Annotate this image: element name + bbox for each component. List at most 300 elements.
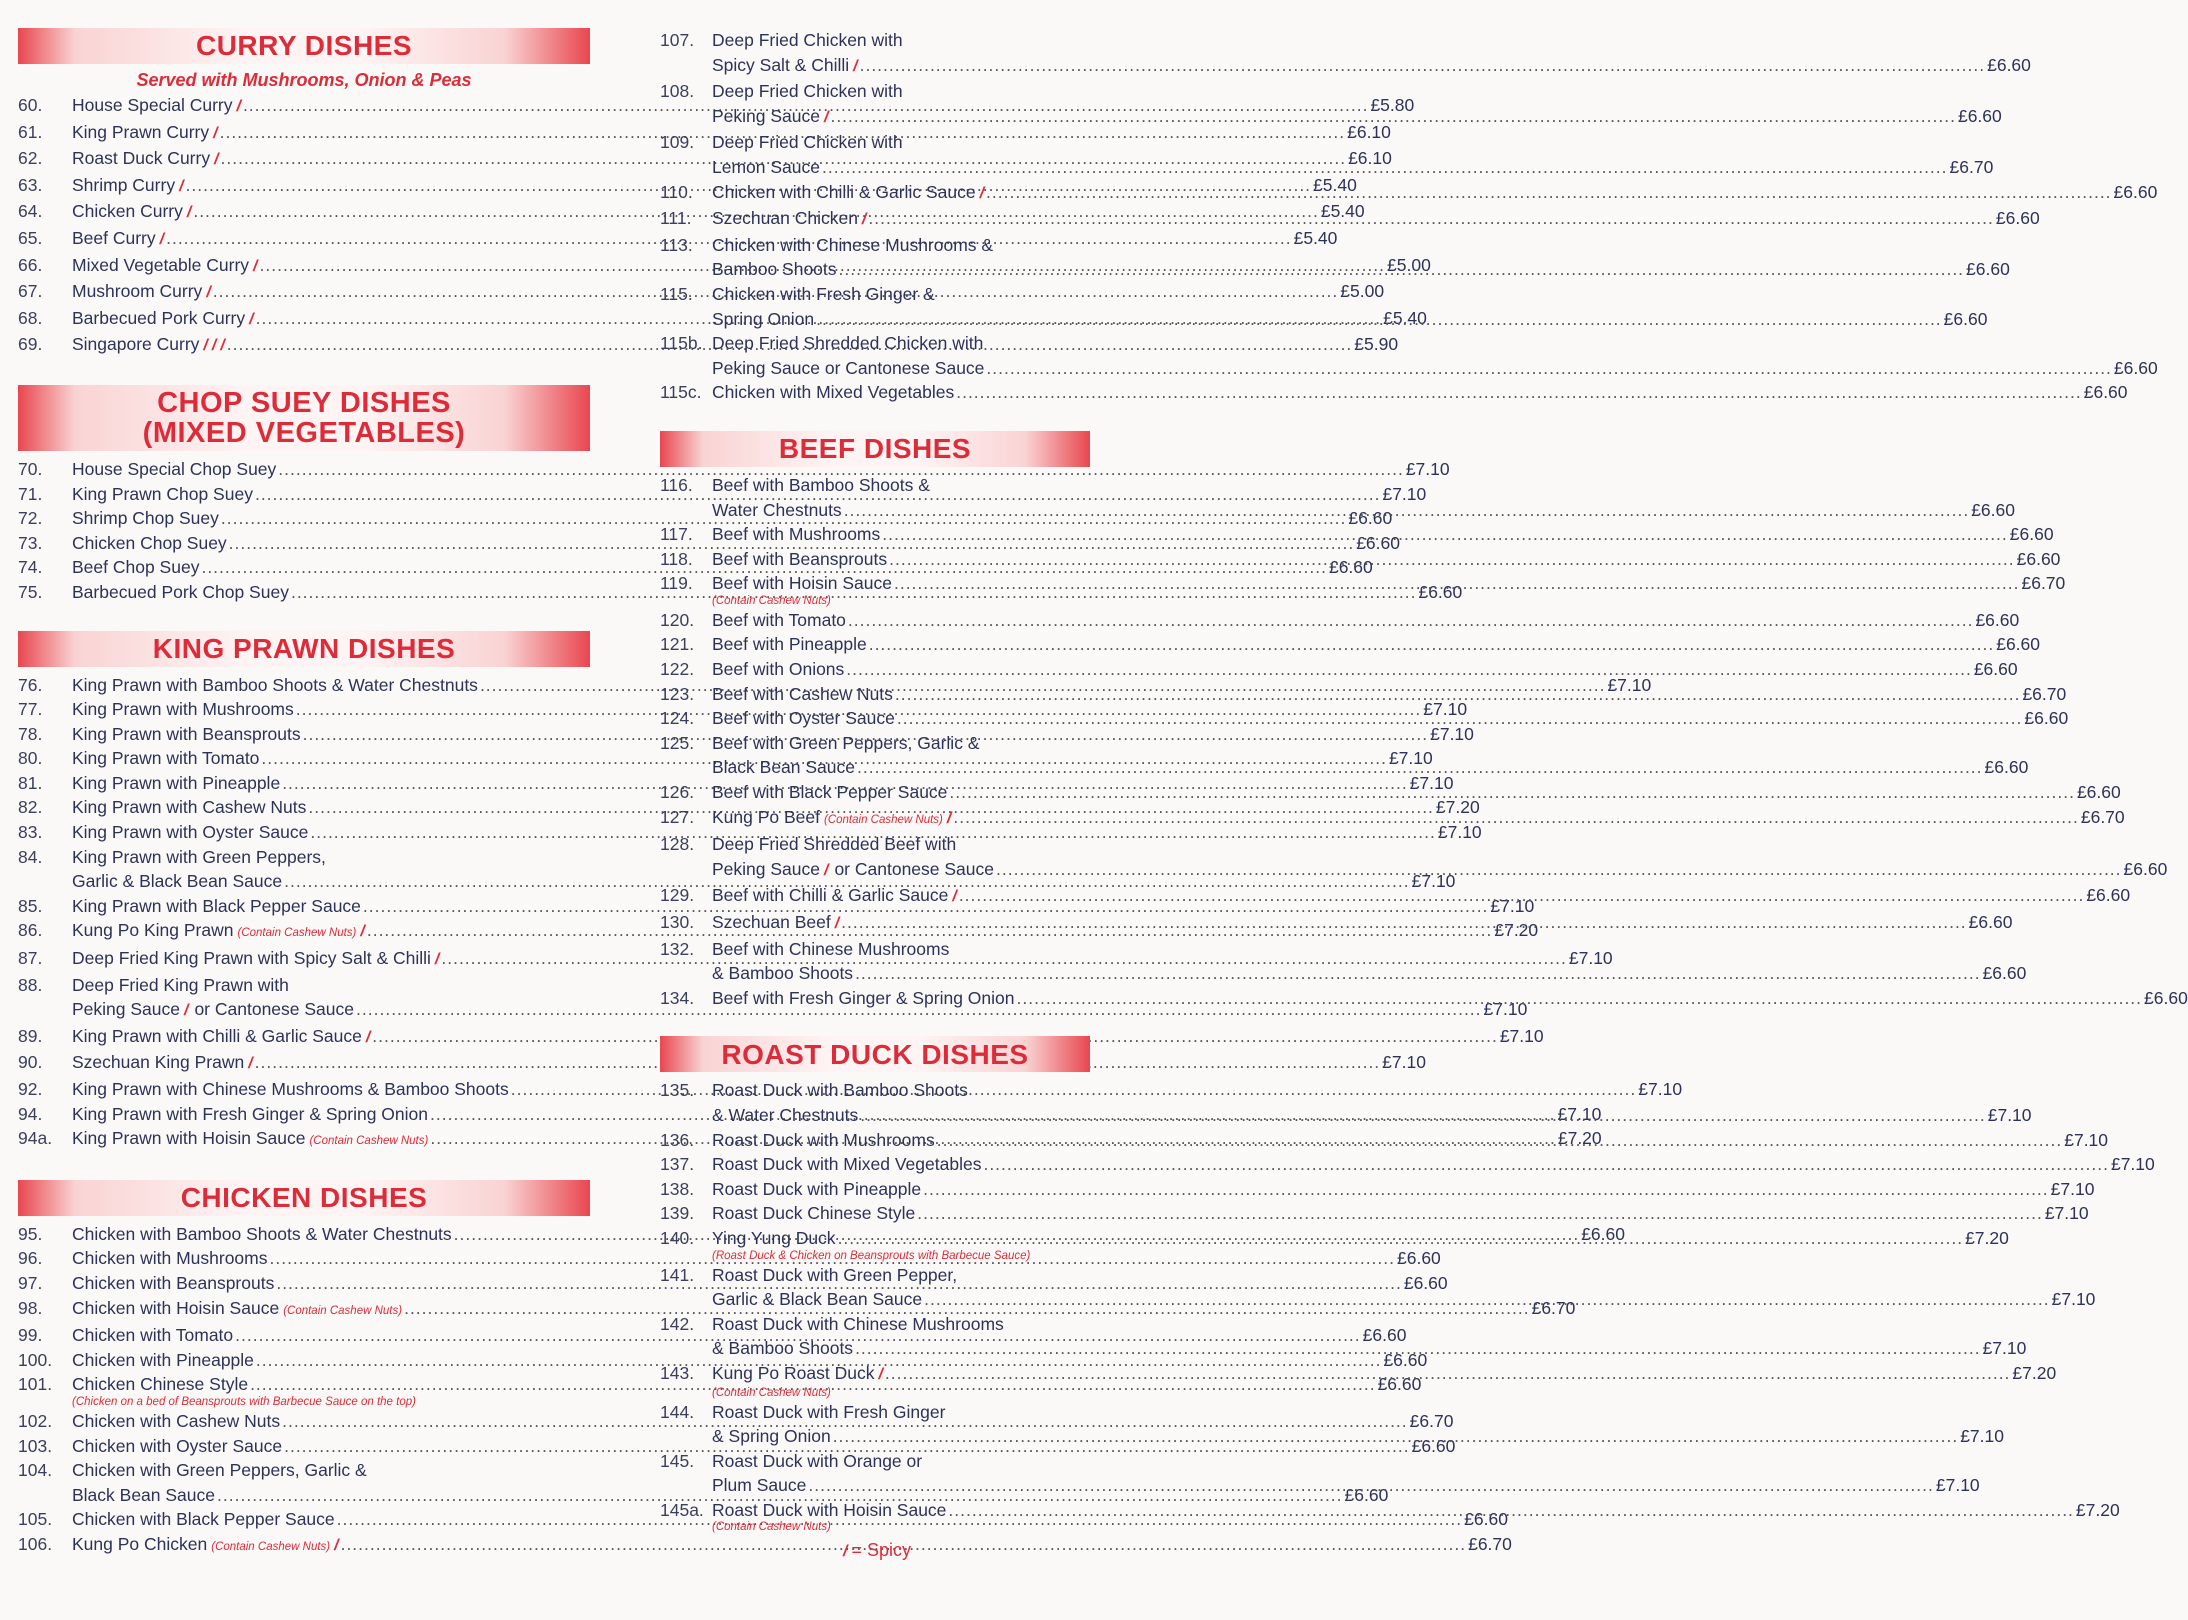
item-name: Singapore Curry xyxy=(72,334,200,355)
item-name: King Prawn Chop Suey xyxy=(72,483,253,504)
item-number: 125. xyxy=(660,732,695,753)
item-number: 94a. xyxy=(18,1128,53,1149)
menu-item xyxy=(660,547,2061,572)
item-name: Chicken with Bamboo Shoots & Water Chestnuts xyxy=(72,1223,452,1244)
item-number: 103. xyxy=(18,1435,53,1456)
item-name: Beef Chop Suey xyxy=(72,557,200,578)
item-name: Chicken with Fresh Ginger & xyxy=(712,283,935,304)
item-number: 111. xyxy=(660,208,692,229)
item-price: £7.20 xyxy=(2012,1362,2057,1383)
item-name: Chicken with Beansprouts xyxy=(72,1272,275,1293)
item-name: Chicken with Cashew Nuts xyxy=(72,1410,281,1431)
item-price: £5.80 xyxy=(1370,95,1415,115)
item-note: (Contain Cashew Nuts) xyxy=(283,1304,403,1317)
item-price: £6.60 xyxy=(1418,581,1463,602)
item-price: £7.10 xyxy=(1382,1052,1426,1073)
item-price: £6.70 xyxy=(1531,1297,1576,1318)
section-title: KING PRAWN DISHES xyxy=(18,631,590,667)
item-price: £7.10 xyxy=(1490,895,1535,916)
item-price: £7.10 xyxy=(2050,1178,2095,1199)
item-price: £6.60 xyxy=(1383,1349,1428,1370)
item-number: 85. xyxy=(18,895,43,916)
item-name: Deep Fried Shredded Chicken with xyxy=(712,333,984,354)
item-price: £6.60 xyxy=(1348,508,1393,529)
item-name: Roast Duck with Fresh Ginger xyxy=(712,1401,946,1422)
dot-leader xyxy=(860,53,1986,78)
menu-item xyxy=(660,632,2041,657)
item-name: King Prawn with Bamboo Shoots & Water Chestnuts xyxy=(72,674,478,695)
chili-icon: / xyxy=(952,888,957,906)
item-number: 95. xyxy=(18,1223,43,1244)
item-name: Roast Duck with Mushrooms xyxy=(712,1129,935,1150)
item-name: King Prawn with Oyster Sauce xyxy=(72,822,309,843)
item-note: (Contain Cashew Nuts) xyxy=(824,813,943,826)
item-price: £5.90 xyxy=(1354,334,1399,355)
item-name: & Bamboo Shoots xyxy=(712,1338,854,1359)
item-name: King Prawn with Hoisin Sauce xyxy=(72,1128,306,1149)
item-price: £7.10 xyxy=(2064,1129,2109,1150)
item-note: (Contain Cashew Nuts) xyxy=(237,927,357,940)
item-price: £6.60 xyxy=(2016,548,2061,569)
item-name: Peking Sauce or Cantonese Sauce xyxy=(712,357,985,378)
item-name: Deep Fried Chicken with xyxy=(712,30,903,50)
item-note: (Roast Duck & Chicken on Beansprouts with Barbecue Sauce) xyxy=(712,1249,1031,1262)
item-note: (Contain Cashew Nuts) xyxy=(211,1540,331,1553)
item-price: £7.10 xyxy=(1437,822,1482,843)
item-name: Szechuan Beef xyxy=(712,912,831,932)
dot-leader xyxy=(895,682,2021,707)
item-name: King Prawn with Chilli & Garlic Sauce xyxy=(72,1025,362,1046)
dot-leader xyxy=(996,857,2122,882)
item-name-continued: or Cantonese Sauce xyxy=(194,999,355,1020)
item-number: 113. xyxy=(660,234,693,255)
item-number: 119. xyxy=(660,573,693,594)
item-price: £6.60 xyxy=(1996,634,2041,655)
item-name: Plum Sauce xyxy=(712,1475,807,1496)
item-note: (Chicken on a bed of Beansprouts with Barbecue Sauce on the top) xyxy=(72,1395,416,1408)
item-name: King Prawn with Chinese Mushrooms & Bamboo Shoots xyxy=(72,1079,509,1099)
item-number: 116. xyxy=(660,474,693,495)
dot-leader xyxy=(869,632,1995,657)
item-name: Peking Sauce xyxy=(712,105,820,126)
section-title: BEEF DISHES xyxy=(660,431,1090,467)
item-price: £7.10 xyxy=(2110,1154,2155,1175)
item-name: House Special Curry xyxy=(72,95,233,115)
item-number: 123. xyxy=(660,683,695,704)
item-price: £7.10 xyxy=(1411,871,1456,892)
item-number: 94. xyxy=(18,1103,43,1124)
item-name: Beef Curry xyxy=(72,227,156,248)
item-name: Roast Duck with Bamboo Shoots xyxy=(712,1080,968,1101)
dot-leader xyxy=(860,1103,1986,1128)
chili-icon: / xyxy=(824,861,829,879)
item-number: 72. xyxy=(18,508,43,529)
dot-leader xyxy=(846,657,1972,682)
item-price: £5.00 xyxy=(1340,281,1385,302)
chili-icon: / xyxy=(206,284,211,302)
item-price: £7.10 xyxy=(1405,458,1450,479)
item-name: Garlic & Black Bean Sauce xyxy=(712,1289,923,1310)
dot-leader xyxy=(986,180,2112,205)
dot-leader xyxy=(833,1424,1959,1449)
legend-text: = Spicy xyxy=(851,1540,911,1561)
item-number: 109. xyxy=(660,132,695,153)
item-name: Shrimp Chop Suey xyxy=(72,508,219,529)
item-name: Black Bean Sauce xyxy=(712,757,856,778)
item-number: 132. xyxy=(660,938,695,959)
item-number: 101. xyxy=(18,1374,53,1395)
item-name: Szechuan King Prawn xyxy=(72,1052,245,1073)
item-number: 88. xyxy=(18,974,43,995)
item-price: £6.70 xyxy=(2021,573,2066,594)
item-number: 142. xyxy=(660,1313,695,1334)
chili-icon: / xyxy=(203,337,208,355)
dot-leader xyxy=(937,1128,2063,1153)
item-number: 110. xyxy=(660,181,693,202)
item-number: 126. xyxy=(660,782,695,803)
item-price: £6.60 xyxy=(1328,557,1373,578)
chili-icon: / xyxy=(186,204,192,222)
dot-leader xyxy=(855,1336,1981,1361)
chili-icon: / xyxy=(211,337,217,355)
item-price: £7.20 xyxy=(1965,1227,2009,1248)
item-number: 141. xyxy=(660,1264,695,1285)
item-number: 60. xyxy=(18,95,43,115)
dot-leader xyxy=(923,1177,2049,1202)
item-price: £6.60 xyxy=(1982,963,2027,984)
item-name: Water Chestnuts xyxy=(712,499,842,520)
item-name: Chicken with Chilli & Garlic Sauce xyxy=(712,181,976,202)
item-price: £6.60 xyxy=(1362,1325,1407,1346)
item-price: £7.10 xyxy=(1960,1426,2004,1447)
item-number: 87. xyxy=(18,948,43,969)
item-price: £7.10 xyxy=(2051,1289,2096,1310)
item-price: £7.10 xyxy=(1430,723,1474,744)
item-name: King Prawn with Fresh Ginger & Spring Onion xyxy=(72,1103,428,1124)
dot-leader xyxy=(838,1226,1964,1251)
item-name: Chicken with Tomato xyxy=(72,1325,234,1346)
dot-leader xyxy=(889,547,2015,572)
item-number: 130. xyxy=(660,912,695,932)
item-number: 145. xyxy=(660,1450,695,1471)
item-price: £6.60 xyxy=(2083,382,2128,403)
item-name: Beef with Bamboo Shoots & xyxy=(712,474,930,495)
item-name: Roast Duck with Mixed Vegetables xyxy=(712,1154,982,1175)
item-name: Beef with Onions xyxy=(712,659,845,680)
item-number: 122. xyxy=(660,659,695,680)
item-number: 70. xyxy=(18,458,43,479)
item-price: £6.70 xyxy=(1949,156,1994,177)
item-number: 90. xyxy=(18,1052,43,1073)
item-number: 77. xyxy=(18,699,43,720)
item-price: £5.00 xyxy=(1387,254,1431,275)
item-number: 108. xyxy=(660,81,695,102)
item-number: 69. xyxy=(18,334,43,355)
chili-icon: / xyxy=(253,257,258,275)
item-number: 121. xyxy=(660,634,695,655)
chili-icon: / xyxy=(979,184,985,202)
item-name: Bamboo Shoots xyxy=(712,259,837,280)
item-name: Deep Fried King Prawn with Spicy Salt & Chilli xyxy=(72,948,431,969)
item-number: 144. xyxy=(660,1401,695,1422)
dot-leader xyxy=(857,755,1983,780)
item-name: Ying Yung Duck xyxy=(712,1227,836,1248)
item-name: Spicy Salt & Chilli xyxy=(712,54,850,75)
item-price: £6.70 xyxy=(1468,1533,1512,1554)
chili-icon: / xyxy=(248,1055,253,1073)
item-price: £6.60 xyxy=(1968,912,2013,932)
item-name: Barbecued Pork Curry xyxy=(72,307,246,328)
item-price: £7.10 xyxy=(1982,1338,2027,1359)
item-name: Beef with Pineapple xyxy=(712,634,867,655)
item-number: 129. xyxy=(660,885,695,906)
item-number: 61. xyxy=(18,121,43,142)
chili-icon: / xyxy=(824,108,829,126)
item-name: Kung Po Roast Duck xyxy=(712,1362,875,1383)
item-number: 115c. xyxy=(660,382,702,403)
item-price: £6.60 xyxy=(1957,105,2002,126)
dot-leader xyxy=(844,498,1970,523)
chili-icon: / xyxy=(159,230,165,248)
item-price: £7.10 xyxy=(1499,1025,1544,1046)
item-number: 96. xyxy=(18,1248,43,1269)
dot-leader xyxy=(822,155,1948,180)
item-number: 136. xyxy=(660,1129,695,1150)
item-name: Beef with Fresh Ginger & Spring Onion xyxy=(712,987,1015,1008)
item-price: £7.10 xyxy=(1388,748,1433,769)
item-price: £7.10 xyxy=(1638,1079,1683,1099)
item-name: Chicken with Hoisin Sauce xyxy=(72,1297,280,1318)
dot-leader xyxy=(949,780,2075,805)
item-price: £6.70 xyxy=(2080,806,2125,827)
item-name: Deep Fried Chicken with xyxy=(712,132,903,153)
dot-leader xyxy=(1017,986,2143,1011)
item-price: £6.60 xyxy=(2076,782,2121,803)
item-number: 68. xyxy=(18,307,43,328)
item-number: 117. xyxy=(660,524,693,545)
item-name: Chicken with Oyster Sauce xyxy=(72,1435,283,1456)
item-note: (Contain Cashew Nuts) xyxy=(712,594,831,607)
item-price: £5.40 xyxy=(1313,174,1357,195)
chili-icon: / xyxy=(861,211,867,229)
item-number: 78. xyxy=(18,723,43,744)
chili-icon: / xyxy=(249,310,254,328)
item-price: £6.60 xyxy=(1464,1509,1508,1530)
menu-item xyxy=(660,380,2128,405)
item-number: 134. xyxy=(660,987,695,1008)
item-name: King Prawn with Pineapple xyxy=(72,772,281,793)
item-price: £6.60 xyxy=(1973,659,2018,680)
item-name: King Prawn with Black Pepper Sauce xyxy=(72,895,361,916)
menu-item xyxy=(660,657,2018,682)
chili-icon: / xyxy=(213,124,218,142)
menu-item xyxy=(660,28,2031,79)
item-number: 71. xyxy=(18,483,43,504)
menu-item xyxy=(660,1201,2089,1226)
item-number: 107. xyxy=(660,30,695,50)
item-price: £6.60 xyxy=(2123,858,2168,879)
menu-item xyxy=(660,522,2054,547)
item-price: £6.60 xyxy=(2113,181,2158,202)
item-name: Roast Duck with Hoisin Sauce xyxy=(712,1499,947,1520)
item-price: £6.10 xyxy=(1348,148,1392,169)
item-price: £6.60 xyxy=(1995,208,2040,229)
item-name: Beef with Mushrooms xyxy=(712,524,881,545)
item-name: Deep Fried Shredded Beef with xyxy=(712,834,957,855)
dot-leader xyxy=(830,104,1956,129)
menu-item xyxy=(660,608,2020,633)
item-name: King Prawn with Cashew Nuts xyxy=(72,797,307,818)
chili-icon: / xyxy=(236,98,241,115)
chili-icon: / xyxy=(214,151,219,169)
item-price: £6.60 xyxy=(1975,609,2020,630)
dot-leader xyxy=(882,522,2008,547)
item-price: £7.10 xyxy=(1607,674,1652,695)
item-name: House Special Chop Suey xyxy=(72,458,277,479)
item-price: £6.60 xyxy=(1411,1435,1456,1456)
item-price: £6.60 xyxy=(1344,1484,1389,1505)
item-price: £6.60 xyxy=(1987,54,2031,75)
dot-leader xyxy=(956,380,2082,405)
item-name: Beef with Green Peppers, Garlic & xyxy=(712,732,980,753)
item-name: Kung Po Chicken xyxy=(72,1533,208,1554)
item-number: 92. xyxy=(18,1079,43,1099)
item-price: £6.60 xyxy=(1971,499,2015,520)
item-number: 73. xyxy=(18,532,43,553)
item-number: 139. xyxy=(660,1203,695,1224)
item-name: Deep Fried King Prawn with xyxy=(72,974,289,995)
item-number: 82. xyxy=(18,797,43,818)
item-name: Chicken with Mushrooms xyxy=(72,1248,268,1269)
item-name: Deep Fried Chicken with xyxy=(712,81,903,102)
item-price: £6.60 xyxy=(1943,308,1988,329)
item-number: 74. xyxy=(18,557,43,578)
item-name: Szechuan Chicken xyxy=(712,208,858,229)
item-price: £6.60 xyxy=(1966,259,2010,280)
item-number: 66. xyxy=(18,254,43,275)
item-name: Beef with Cashew Nuts xyxy=(712,683,893,704)
item-name: & Spring Onion xyxy=(712,1426,831,1447)
item-name: Chicken Curry xyxy=(72,201,183,222)
item-name: Mixed Vegetable Curry xyxy=(72,254,250,275)
item-number: 81. xyxy=(18,772,43,793)
item-name: Chicken with Green Peppers, Garlic & xyxy=(72,1460,367,1481)
item-number: 67. xyxy=(18,281,43,302)
item-name: Chicken with Pineapple xyxy=(72,1349,254,1370)
dot-leader xyxy=(953,805,2079,830)
menu-item xyxy=(18,457,1450,482)
item-number: 120. xyxy=(660,609,695,630)
item-number: 127. xyxy=(660,806,695,827)
item-number: 99. xyxy=(18,1325,43,1346)
item-price: £7.10 xyxy=(1987,1104,2032,1125)
item-price: £7.10 xyxy=(1568,948,1613,969)
item-price: £6.60 xyxy=(1581,1223,1625,1244)
item-number: 143. xyxy=(660,1362,695,1383)
item-name: Beef with Black Pepper Sauce xyxy=(712,782,948,803)
item-number: 63. xyxy=(18,174,43,195)
item-price: £6.70 xyxy=(2022,683,2067,704)
item-name: & Bamboo Shoots xyxy=(712,963,854,984)
item-name: Lemon Sauce xyxy=(712,156,820,177)
dot-leader xyxy=(894,571,2020,596)
item-price: £6.60 xyxy=(1377,1374,1422,1395)
item-price: £7.10 xyxy=(1409,772,1454,793)
item-price: £5.40 xyxy=(1383,307,1427,328)
item-price: £6.60 xyxy=(2113,357,2158,378)
item-name: Beef with Chilli & Garlic Sauce xyxy=(712,885,949,906)
item-name: Spring Onion xyxy=(712,308,815,329)
dot-leader xyxy=(948,1498,2074,1523)
item-price: £5.40 xyxy=(1293,227,1338,248)
item-number: 76. xyxy=(18,674,43,695)
item-price: £6.60 xyxy=(1356,532,1400,553)
item-price: £6.10 xyxy=(1347,121,1391,142)
item-name: Roast Duck with Orange or xyxy=(712,1450,923,1471)
item-number: 105. xyxy=(18,1509,53,1530)
item-number: 115b. xyxy=(660,333,703,354)
dot-leader xyxy=(868,206,1994,231)
item-name: Beef with Oyster Sauce xyxy=(712,708,895,729)
item-number: 128. xyxy=(660,834,695,855)
section-title: CURRY DISHES xyxy=(18,28,590,64)
item-price: £6.60 xyxy=(1397,1248,1441,1269)
item-number: 98. xyxy=(18,1297,43,1318)
item-price: £6.60 xyxy=(2009,524,2054,545)
item-number: 75. xyxy=(18,581,43,602)
item-name: Roast Duck with Pineapple xyxy=(712,1178,922,1199)
item-number: 115. xyxy=(660,283,693,304)
item-price: £7.20 xyxy=(2075,1499,2120,1520)
item-name: Beef with Tomato xyxy=(712,609,846,630)
item-number: 83. xyxy=(18,822,43,843)
item-note: (Contain Cashew Nuts) xyxy=(712,1386,831,1399)
chili-icon: / xyxy=(434,951,440,969)
chili-icon: / xyxy=(834,915,840,932)
item-name: Chicken with Chinese Mushrooms & xyxy=(712,234,994,255)
item-name: Chicken Chop Suey xyxy=(72,532,227,553)
item-price: £7.10 xyxy=(1557,1103,1602,1124)
dot-leader xyxy=(959,883,2085,908)
dot-leader xyxy=(897,706,2023,731)
item-number: 65. xyxy=(18,227,43,248)
item-name: Barbecued Pork Chop Suey xyxy=(72,581,289,602)
item-name: Beef with Chinese Mushrooms xyxy=(712,938,950,959)
item-price: £7.10 xyxy=(1935,1475,1980,1496)
item-number: 89. xyxy=(18,1025,43,1046)
chili-icon: / xyxy=(946,809,952,827)
chili-icon: / xyxy=(878,1365,883,1383)
item-name: King Prawn with Tomato xyxy=(72,748,260,769)
item-price: £6.60 xyxy=(2086,885,2131,906)
item-number: 138. xyxy=(660,1178,695,1199)
menu-item xyxy=(18,1024,1544,1051)
chili-icon: / xyxy=(184,1002,189,1020)
chili-icon: / xyxy=(179,177,184,195)
item-number: 124. xyxy=(660,708,695,729)
section-title: CHICKEN DISHES xyxy=(18,1180,590,1216)
dot-leader xyxy=(917,1201,2043,1226)
dot-leader xyxy=(816,307,1942,332)
item-name: King Prawn with Green Peppers, xyxy=(72,846,326,867)
dot-leader xyxy=(808,1473,1934,1498)
item-price: £5.40 xyxy=(1320,201,1365,222)
dot-leader xyxy=(986,356,2112,381)
item-name: Roast Duck Curry xyxy=(72,148,211,169)
chili-icon: / xyxy=(843,1543,848,1561)
item-name: & Water Chestnuts xyxy=(712,1104,859,1125)
item-number: 84. xyxy=(18,846,43,867)
